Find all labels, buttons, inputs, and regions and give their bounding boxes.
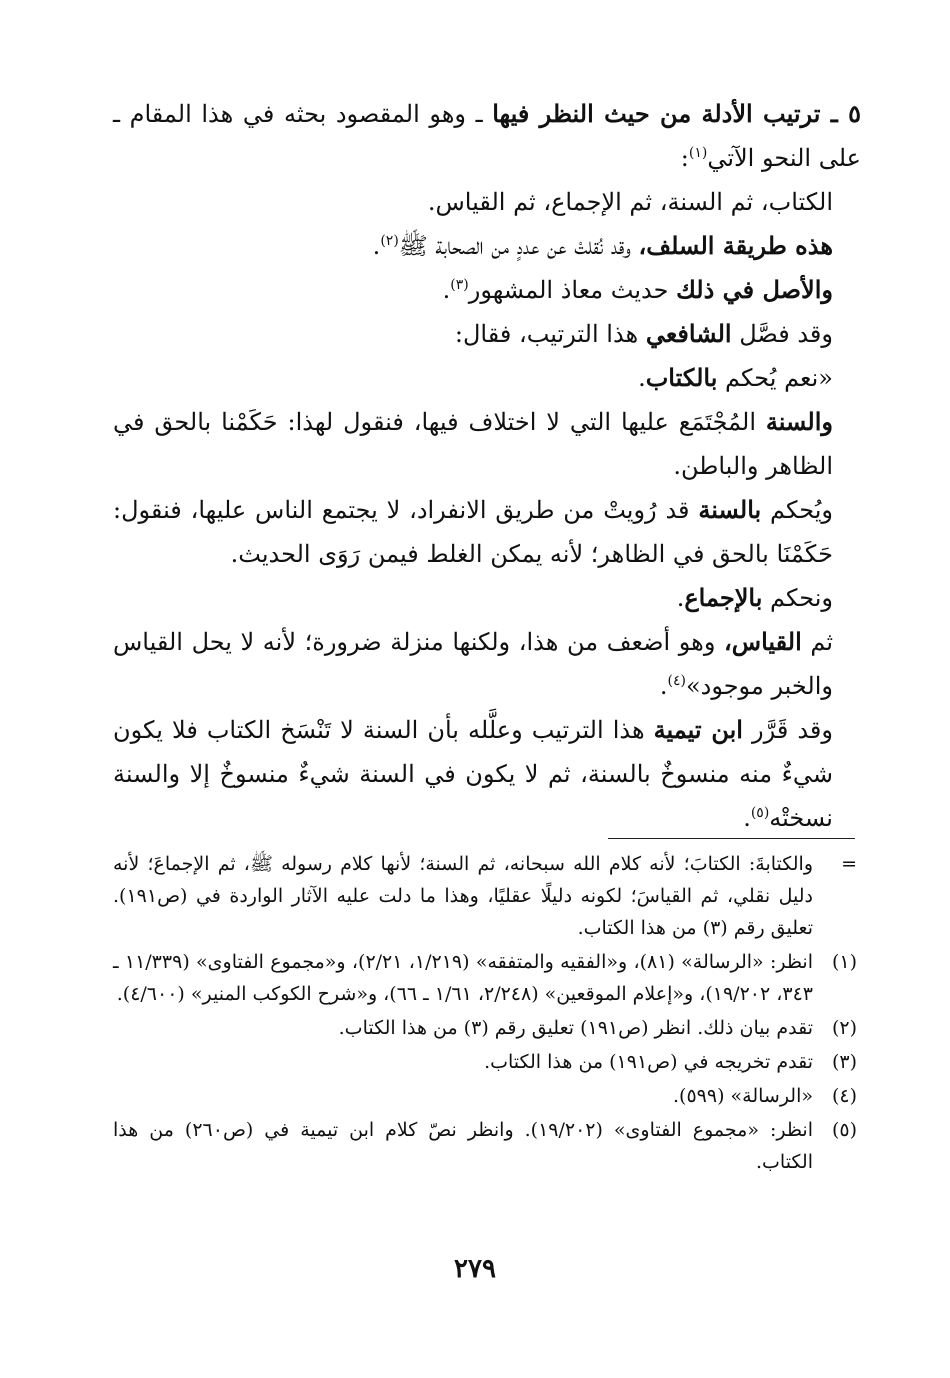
p10-a: ثم [801, 628, 833, 656]
footnote-ref-4: (٤) [667, 673, 686, 689]
p9-a: ونحكم [762, 584, 833, 612]
p6-a: «نعم يُحكم [717, 364, 833, 392]
footnote-text: «الرسالة» (٥٩٩). [672, 1085, 813, 1107]
p11-a: وقد قَرَّر [742, 716, 833, 744]
p11-b: هذا الترتيب وعلَّله بأن السنة لا تَنْسَخ الكتاب فلا يكون شيءٌ منه منسوخٌ بالسنة، ثم لا يكون في السنة شيءٌ منسوخٌ إلا والسنة نسختْه [113, 716, 833, 832]
p1-num: ٥ ـ [820, 99, 862, 128]
footnote-text: تقدم بيان ذلك. انظر (ص١٩١) تعليق رقم (٣) من هذا الكتاب. [338, 1017, 813, 1039]
p7-bold: والسنة [765, 407, 833, 436]
p4-bold: والأصل في ذلك [676, 275, 833, 304]
p5-a: وقد فصَّل [731, 320, 833, 348]
footnote-ref-1: (١) [688, 145, 708, 161]
footnote-4 [113, 1080, 861, 1112]
p8-bold: بالسنة [698, 495, 762, 524]
paragraph-11 [113, 708, 861, 840]
p11-bold: ابن تيمية [653, 715, 743, 744]
page-number: ٢٧٩ [454, 1254, 496, 1284]
paragraph-8 [113, 488, 861, 576]
footnotes [113, 848, 861, 1180]
footnote-text: انظر: «الرسالة» (٨١)، و«الفقيه والمتفقه» (١/٢١٩، ٢/٢١)، و«مجموع الفتاوى» (١١/٣٣٩ ـ ٣٤٣، ١٩/٢٠٢)، و«إعلام الموقعين» (٢/٢٤٨، ١/٦١ ـ ٦٦)، و«شرح الكوكب المنير» (٤/٦٠٠). [113, 951, 813, 1005]
p10-b: وهو أضعف من هذا، ولكنها منزلة ضرورة؛ لأنه لا يحل القياس والخبر موجود» [113, 628, 833, 700]
p3-rest: وقد نُقلتْ عن عددٍ من الصحابة ﷺ [398, 232, 639, 260]
footnote-ref-2: (٢) [380, 233, 399, 249]
p3-end: . [372, 232, 381, 260]
footnote-3 [113, 1046, 861, 1078]
p4-end: . [442, 276, 451, 304]
p5-bold: الشافعي [645, 319, 732, 348]
p6-b: . [638, 364, 646, 392]
p7-rest: المُجْتَمَع عليها التي لا اختلاف فيها، فنقول لهذا: حَكَمْنا بالحق في الظاهر والباطن. [113, 408, 833, 480]
footnote-1 [113, 946, 861, 1010]
p1-end: : [680, 144, 689, 172]
footnote-ref-3: (٣) [450, 277, 469, 293]
paragraph-3 [113, 224, 861, 268]
p5-b: هذا الترتيب، فقال: [454, 320, 646, 348]
footnote-2 [113, 1012, 861, 1044]
paragraph-6 [113, 356, 861, 400]
footnote-text: انظر: «مجموع الفتاوى» (١٩/٢٠٢). وانظر نصّ كلام ابن تيمية في (ص٢٦٠) من هذا الكتاب. [113, 1119, 814, 1173]
paragraph-5 [113, 312, 861, 356]
p10-bold: القياس، [724, 627, 802, 656]
footnote-mark: (١) [831, 951, 857, 973]
paragraph-9 [113, 576, 861, 620]
p4-rest: حديث معاذ المشهور [468, 276, 677, 304]
p11-end: . [743, 804, 751, 832]
p6-bold: بالكتاب [645, 363, 718, 392]
footnote-mark: (٢) [831, 1017, 857, 1039]
paragraph-2: الكتاب، ثم السنة، ثم الإجماع، ثم القياس. [427, 188, 833, 216]
p8-a: ويُحكم [761, 496, 833, 524]
p1-bold: ترتيب الأدلة من حيث النظر فيها [492, 99, 821, 128]
footnote-mark: = [841, 853, 857, 875]
main-text [113, 92, 861, 840]
footnote-mark: (٥) [831, 1119, 857, 1141]
footnote-text: والكتابةَ: الكتابَ؛ لأنه كلام الله سبحانه، ثم السنة؛ لأنها كلام رسوله ﷺ، ثم الإجماعَ؛ لأنه دليل نقلي، ثم القياسَ؛ لكونه دليلًا عقليًا، وهذا ما دلت عليه الآثار الواردة في (ص١٩١). تعليق رقم (٣) من هذا الكتاب. [113, 853, 813, 939]
p10-end: . [659, 672, 668, 700]
p9-bold: بالإجماع [684, 583, 763, 612]
footnote-mark: (٣) [831, 1051, 857, 1073]
footnote-continued [113, 848, 861, 944]
footnote-ref-5: (٥) [750, 805, 770, 821]
footnote-separator [608, 838, 855, 839]
paragraph-4 [113, 268, 861, 312]
paragraph-7 [113, 400, 861, 488]
p3-bold: هذه طريقة السلف، [638, 231, 833, 260]
p1-rest: ـ وهو المقصود بحثه في هذا المقام ـ على النحو الآتي [113, 100, 861, 172]
paragraph-1 [113, 92, 861, 180]
p8-b: قد رُويتْ من طريق الانفراد، لا يجتمع الناس عليها، فنقول: حَكَمْنَا بالحق في الظاهر؛ لأنه يمكن الغلط فيمن رَوَى الحديث. [113, 496, 833, 568]
footnote-5 [113, 1114, 861, 1178]
p9-b: . [676, 584, 685, 612]
footnote-mark: (٤) [831, 1085, 857, 1107]
footnote-text: تقدم تخريجه في (ص١٩١) من هذا الكتاب. [484, 1051, 813, 1073]
paragraph-10 [113, 620, 861, 708]
